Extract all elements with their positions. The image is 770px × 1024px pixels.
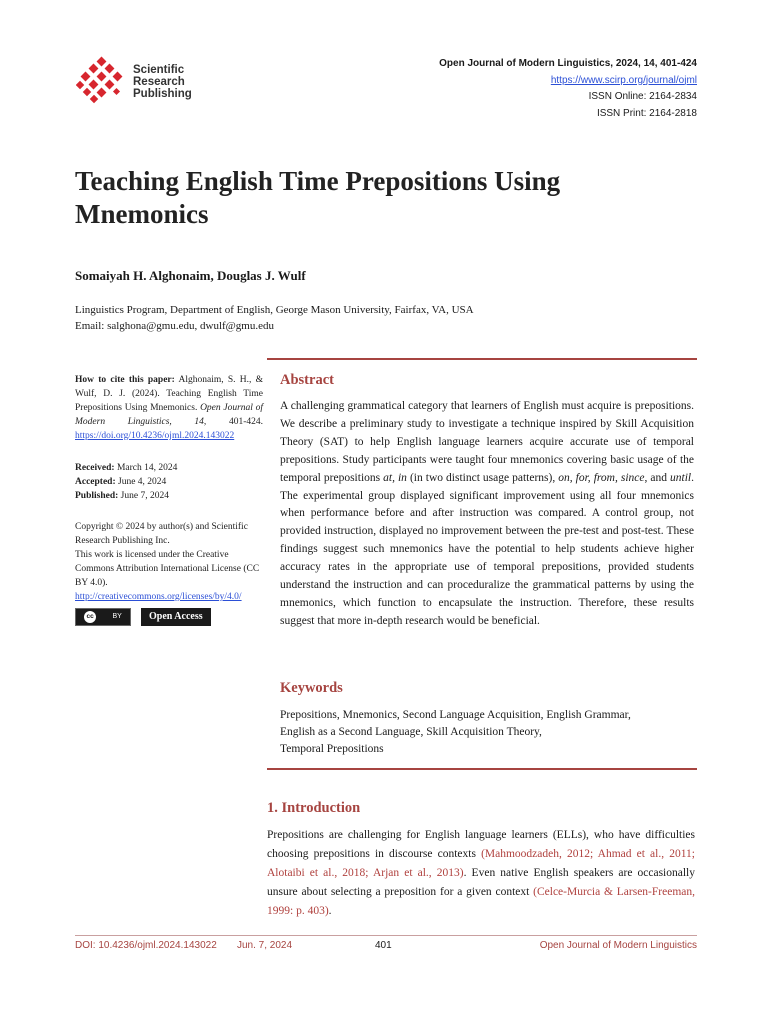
intro-text-3: . xyxy=(328,905,332,917)
paper-authors: Somaiyah H. Alghonaim, Douglas J. Wulf xyxy=(75,268,306,283)
badges xyxy=(75,608,263,626)
open-access-badge[interactable]: Open Access xyxy=(141,608,211,626)
published-date: June 7, 2024 xyxy=(120,491,169,501)
publisher-line-2: Research xyxy=(133,76,185,88)
cite-pages: 401-424. xyxy=(228,417,263,427)
journal-header xyxy=(439,56,697,122)
affiliation-block xyxy=(75,302,474,334)
keywords-line-2: English as a Second Language, Skill Acquisition Theory, xyxy=(280,726,542,738)
copyright-2: This work is licensed under the Creative Commons Attribution International License (CC BY 4.0). xyxy=(75,550,260,588)
intro-body xyxy=(267,826,695,921)
cc-by-badge[interactable] xyxy=(75,608,131,626)
email: Email: salghona@gmu.edu, dwulf@gmu.edu xyxy=(75,320,274,332)
published-label: Published: xyxy=(75,491,119,501)
affiliation: Linguistics Program, Department of English, George Mason University, Fairfax, VA, USA xyxy=(75,304,474,316)
citation-block xyxy=(75,373,263,443)
article-info-sidebar xyxy=(75,373,263,626)
footer-rule xyxy=(75,935,697,936)
paper-title: Teaching English Time Prepositions Using Mnemonics xyxy=(75,166,561,229)
cite-label: How to cite this paper: xyxy=(75,375,175,385)
accepted-label: Accepted: xyxy=(75,477,116,487)
keywords-line-1: Prepositions, Mnemonics, Second Language Acquisition, English Grammar, xyxy=(280,709,631,721)
received-label: Received: xyxy=(75,463,115,473)
abstract-heading: Abstract xyxy=(280,372,334,388)
received-line xyxy=(75,461,263,475)
intro-citation-2[interactable]: (Celce-Murcia & Larsen-Freeman, 1999: p. 403) xyxy=(267,886,695,917)
issn-online: ISSN Online: 2164-2834 xyxy=(588,91,697,102)
doi-link[interactable]: https://doi.org/10.4236/ojml.2024.143022 xyxy=(75,431,235,441)
footer-date: Jun. 7, 2024 xyxy=(237,940,293,951)
intro-heading: 1. Introduction xyxy=(267,800,361,816)
published-line xyxy=(75,489,263,503)
keywords-bottom-rule xyxy=(267,768,697,770)
abstract-part-3: , and xyxy=(644,471,671,484)
copyright-1: Copyright © 2024 by author(s) and Scientific Research Publishing Inc. xyxy=(75,522,248,546)
journal-line: Open Journal of Modern Linguistics, 2024, 14, 401-424 xyxy=(439,58,697,69)
by-label: BY xyxy=(112,613,122,620)
received-date: March 14, 2024 xyxy=(116,463,178,473)
footer-page: 401 xyxy=(375,940,392,951)
abstract-italic-2: on, for, from, since xyxy=(558,471,645,484)
publisher-line-1: Scientific xyxy=(133,64,185,76)
issn-print: ISSN Print: 2164-2818 xyxy=(596,107,697,119)
publisher-name xyxy=(133,64,192,100)
journal-url-link[interactable]: https://www.scirp.org/journal/ojml xyxy=(550,74,697,86)
keywords-line-3: Temporal Prepositions xyxy=(280,743,384,755)
abstract-part-1: A challenging grammatical category that learners of English must acquire is prepositions. We describe a preliminary study to investigate a technique inspired by Skill Acquisition Theory (SAT) to help English language learners acquire accurate use of temporal prepositions. Study participants were taught four mnemonics covering basic usage of the temporal prepositions xyxy=(280,400,694,484)
cite-journal: Open Journal of Modern Linguistics, 14, xyxy=(75,403,264,427)
accepted-date: June 4, 2024 xyxy=(118,477,167,487)
cc-icon: cc xyxy=(84,611,96,623)
abstract-part-4: . The experimental group displayed significant improvement using all four mnemonics when performance before and after instruction was compared. A control group, not provided instruction, displayed no improvement between the pre-test and post-test. These findings suggest such mnemonics have the potential to help students achieve higher accuracy rates in the appropriate use of temporal prepositions, provided students understand the instruction and can proceduralize the grammatical patterns by using the mnemonics, which function to encapsulate the instruction. Therefore, these results suggest that more in-depth research would be beneficial. xyxy=(280,471,695,627)
abstract-part-2: (in two distinct usage patterns), xyxy=(406,471,559,484)
abstract-body xyxy=(280,398,694,631)
accepted-line xyxy=(75,475,263,489)
abstract-italic-1: at, in xyxy=(383,471,407,484)
intro-text-1: Prepositions are challenging for English language learners (ELLs), who have difficulties choosing prepositions in discourse contexts xyxy=(267,829,695,860)
cite-text: Alghonaim, S. H., & Wulf, D. J. (2024). Teaching English Time Prepositions Using Mnemonics. xyxy=(75,375,263,413)
abstract-top-rule xyxy=(267,358,697,360)
keywords-heading: Keywords xyxy=(280,680,343,696)
intro-text-2: . Even native English speakers are occasionally unsure about selecting a preposition for a given context xyxy=(267,867,695,898)
footer-doi: DOI: 10.4236/ojml.2024.143022 xyxy=(75,940,217,951)
abstract-italic-3: until xyxy=(670,471,692,484)
intro-citation-1[interactable]: (Mahmoodzadeh, 2012; Ahmad et al., 2011; Alotaibi et al., 2018; Arjan et al., 2013) xyxy=(267,848,695,879)
license-link[interactable]: http://creativecommons.org/licenses/by/4.0/ xyxy=(75,592,242,602)
keywords-body xyxy=(280,707,694,758)
publisher-line-3: Publishing xyxy=(133,88,192,100)
footer-journal: Open Journal of Modern Linguistics xyxy=(539,940,697,951)
